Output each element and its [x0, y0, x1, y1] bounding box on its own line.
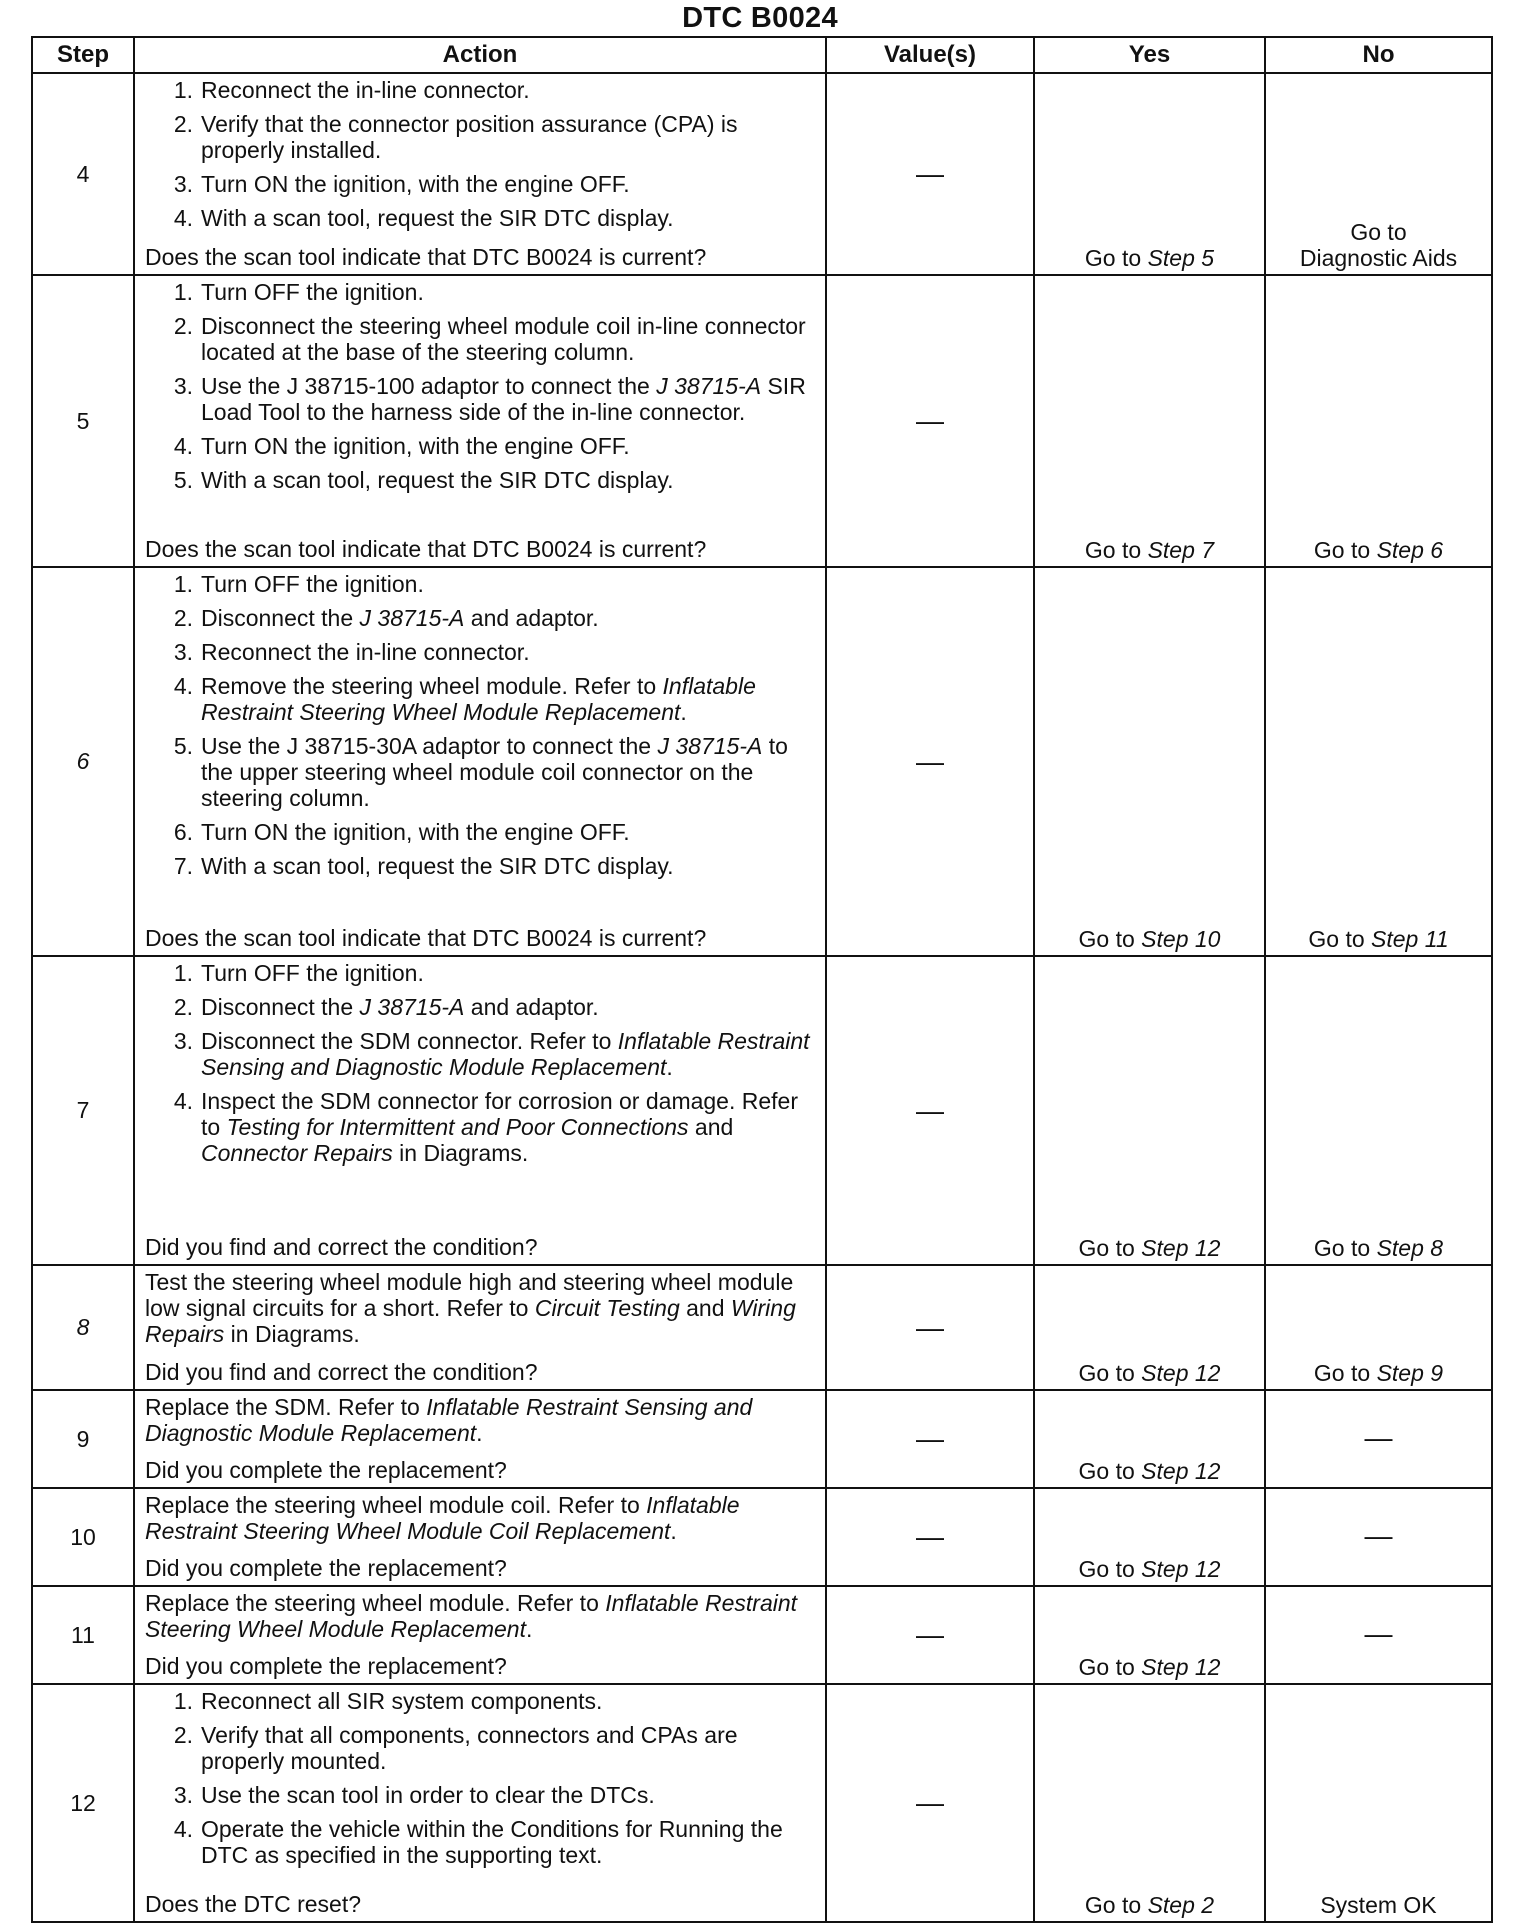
list-item: 2. Disconnect the steering wheel module coil in-line connector located at the base of the steering column.	[173, 313, 806, 365]
table-row	[32, 956, 1492, 1265]
action-cell	[134, 956, 826, 1265]
action-question: Does the scan tool indicate that DTC B0024 is current?	[145, 244, 707, 270]
action-question: Does the scan tool indicate that DTC B0024 is current?	[145, 536, 707, 562]
table-row	[32, 1488, 1492, 1586]
header-action: Action	[134, 37, 826, 73]
list-item: 2. Verify that all components, connectors and CPAs are properly mounted.	[173, 1722, 738, 1774]
yes-cell: Go to Step 12	[1034, 1390, 1265, 1488]
value-cell: —	[826, 956, 1034, 1265]
header-values: Value(s)	[826, 37, 1034, 73]
list-item: 3. Use the scan tool in order to clear the DTCs.	[173, 1782, 655, 1808]
yes-cell: Go to Step 2	[1034, 1684, 1265, 1922]
action-steps	[145, 571, 817, 887]
action-question: Does the scan tool indicate that DTC B0024 is current?	[145, 925, 707, 951]
dtc-table	[31, 36, 1493, 1923]
action-cell	[134, 567, 826, 956]
action-text: Replace the SDM. Refer to Inflatable Restraint Sensing and Diagnostic Module Replacement.	[145, 1394, 753, 1446]
no-cell: Go to Step 6	[1265, 275, 1492, 567]
value-cell: —	[826, 1265, 1034, 1390]
header-no: No	[1265, 37, 1492, 73]
document-title: DTC B0024	[682, 2, 838, 34]
list-item: 1. Turn OFF the ignition.	[173, 571, 424, 597]
list-item: 2. Disconnect the J 38715-A and adaptor.	[173, 605, 599, 631]
value-cell: —	[826, 1390, 1034, 1488]
list-item: 3. Disconnect the SDM connector. Refer to Inflatable Restraint Sensing and Diagnostic Module Replacement.	[173, 1028, 810, 1080]
step-number: 12	[32, 1684, 134, 1922]
action-text: Test the steering wheel module high and steering wheel module low signal circuits for a short. Refer to Circuit Testing and Wiring Repairs in Diagrams.	[145, 1269, 796, 1347]
yes-cell: Go to Step 12	[1034, 1265, 1265, 1390]
action-question: Did you complete the replacement?	[145, 1555, 507, 1581]
list-item: 4. Operate the vehicle within the Conditions for Running the DTC as specified in the supporting text.	[173, 1816, 783, 1868]
value-cell: —	[826, 1488, 1034, 1586]
yes-cell: Go to Step 7	[1034, 275, 1265, 567]
list-item: 1. Turn OFF the ignition.	[173, 960, 424, 986]
list-item: 3. Turn ON the ignition, with the engine OFF.	[173, 171, 630, 197]
action-question: Did you complete the replacement?	[145, 1653, 507, 1679]
yes-cell: Go to Step 12	[1034, 956, 1265, 1265]
list-item: 4. Turn ON the ignition, with the engine OFF.	[173, 433, 630, 459]
action-text: Replace the steering wheel module coil. Refer to Inflatable Restraint Steering Wheel Module Coil Replacement.	[145, 1492, 740, 1544]
step-number: 8	[32, 1265, 134, 1390]
table-row	[32, 1390, 1492, 1488]
yes-cell: Go to Step 5	[1034, 73, 1265, 275]
step-number: 7	[32, 956, 134, 1265]
list-item: 1. Reconnect all SIR system components.	[173, 1688, 603, 1714]
list-item: 3. Reconnect the in-line connector.	[173, 639, 530, 665]
list-item: 7. With a scan tool, request the SIR DTC display.	[173, 853, 674, 879]
list-item: 1. Turn OFF the ignition.	[173, 279, 424, 305]
list-item: 6. Turn ON the ignition, with the engine OFF.	[173, 819, 630, 845]
step-number: 6	[32, 567, 134, 956]
value-cell: —	[826, 73, 1034, 275]
yes-cell: Go to Step 10	[1034, 567, 1265, 956]
action-cell	[134, 1390, 826, 1488]
action-steps	[145, 1688, 817, 1876]
value-cell: —	[826, 275, 1034, 567]
value-cell: —	[826, 567, 1034, 956]
list-item: 4. Remove the steering wheel module. Refer to Inflatable Restraint Steering Wheel Module Replacement.	[173, 673, 756, 725]
table-row	[32, 1684, 1492, 1922]
table-row	[32, 73, 1492, 275]
step-number: 10	[32, 1488, 134, 1586]
list-item: 3. Use the J 38715-100 adaptor to connect the J 38715-A SIR Load Tool to the harness side of the in-line connector.	[173, 373, 806, 425]
action-question: Did you find and correct the condition?	[145, 1234, 538, 1260]
action-question: Does the DTC reset?	[145, 1891, 362, 1917]
action-steps	[145, 279, 817, 501]
action-text: Replace the steering wheel module. Refer to Inflatable Restraint Steering Wheel Module Replacement.	[145, 1590, 798, 1642]
step-number: 4	[32, 73, 134, 275]
action-cell	[134, 1265, 826, 1390]
table-row	[32, 567, 1492, 956]
list-item: 5. With a scan tool, request the SIR DTC display.	[173, 467, 674, 493]
no-cell: —	[1265, 1390, 1492, 1488]
action-steps	[145, 960, 817, 1174]
step-number: 11	[32, 1586, 134, 1684]
no-cell: Go to Step 11	[1265, 567, 1492, 956]
action-cell	[134, 1586, 826, 1684]
list-item: 5. Use the J 38715-30A adaptor to connect the J 38715-A to the upper steering wheel module coil connector on the steering column.	[173, 733, 788, 811]
header-row	[32, 37, 1492, 73]
list-item: 1. Reconnect the in-line connector.	[173, 77, 530, 103]
action-question: Did you find and correct the condition?	[145, 1359, 538, 1385]
no-cell: Go to Step 9	[1265, 1265, 1492, 1390]
list-item: 2. Disconnect the J 38715-A and adaptor.	[173, 994, 599, 1020]
step-number: 9	[32, 1390, 134, 1488]
step-number: 5	[32, 275, 134, 567]
table-row	[32, 1586, 1492, 1684]
value-cell: —	[826, 1586, 1034, 1684]
action-cell	[134, 1684, 826, 1922]
yes-cell: Go to Step 12	[1034, 1586, 1265, 1684]
no-cell: System OK	[1265, 1684, 1492, 1922]
action-steps	[145, 77, 817, 239]
list-item: 4. Inspect the SDM connector for corrosion or damage. Refer to Testing for Intermittent and Poor Connections and Connector Repairs in Diagrams.	[173, 1088, 799, 1166]
header-step: Step	[32, 37, 134, 73]
action-cell	[134, 1488, 826, 1586]
action-cell	[134, 73, 826, 275]
no-cell: Go to Diagnostic Aids	[1265, 73, 1492, 275]
no-cell: —	[1265, 1488, 1492, 1586]
list-item: 2. Verify that the connector position assurance (CPA) is properly installed.	[173, 111, 738, 163]
yes-cell: Go to Step 12	[1034, 1488, 1265, 1586]
header-yes: Yes	[1034, 37, 1265, 73]
table-row	[32, 275, 1492, 567]
table-row	[32, 1265, 1492, 1390]
no-cell: —	[1265, 1586, 1492, 1684]
action-question: Did you complete the replacement?	[145, 1457, 507, 1483]
action-cell	[134, 275, 826, 567]
no-cell: Go to Step 8	[1265, 956, 1492, 1265]
list-item: 4. With a scan tool, request the SIR DTC display.	[173, 205, 674, 231]
value-cell: —	[826, 1684, 1034, 1922]
